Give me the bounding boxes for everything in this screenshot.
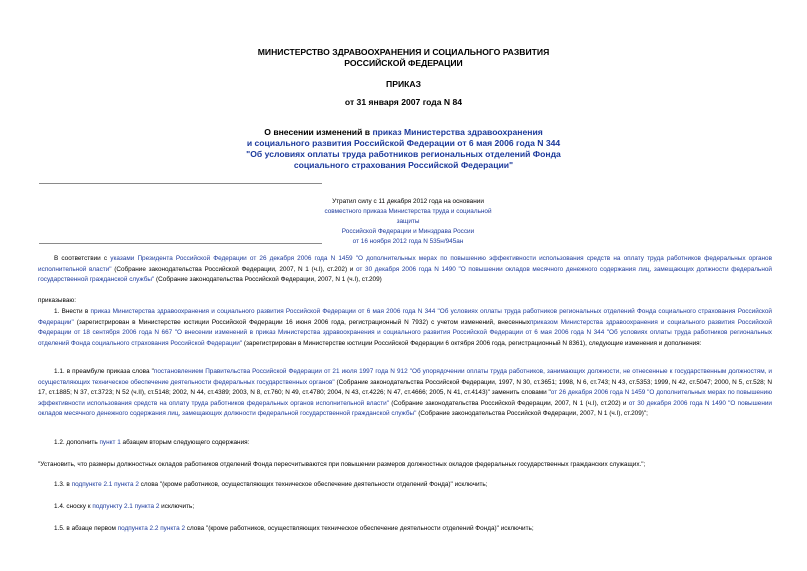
paragraph-preamble: В соответствии с указами Президента Российской Федерации от 26 декабря 2006 года N 1459 "О дополнительных мерах по повышению эффективности использования средств на оплату труда работников федеральных органов исполнительной власти" (Собрание законодательства Российской Федерации, 2007, N 1 (ч.I), ст.202) и от 30 декабря 2006 года N 1490 "О повышении окладов месячного денежного содержания лиц, замещающих должности федеральной государственной гражданской службы" (Собрание законодательства Российской Федерации, 2007, N 1 (ч.I), ст.209) (38, 255, 772, 283)
link-order-667[interactable]: приказом Министерства здравоохранения и социального развития Российской Федерации от 18 сентября 2006 года N 667 "О внесении изменений в приказ Министерства здравоохранения и социального развития Российской Федерации от 6 мая 2006 года N 344 "Об условиях оплаты труда работников региональных отделений Фонда социального страхования Российской Федерации" (38, 318, 773, 347)
paragraph-item-1-2: 1.2. дополнить пункт 1 абзацем вторым следующего содержания: (54, 439, 250, 446)
paragraph-quote: "Установить, что размеры должностных окладов работников отделений Фонда пересчитываются при повышении размеров должностных окладов федеральных государственных гражданских служащих."; (38, 461, 646, 468)
divider-top (39, 183, 322, 184)
link-subpoint-2-2[interactable]: подпункта 2.2 пункта 2 (117, 525, 185, 532)
title-link-order[interactable]: приказ Министерства здравоохранения (372, 127, 543, 137)
title-line4[interactable]: социального страхования Российской Федерации" (293, 160, 514, 170)
paragraph-item-1-3: 1.3. в подпункте 2.1 пункта 2 слова "(кроме работников, осуществляющих техническое обеспечение деятельности отделений Фонда)" исключить; (54, 481, 488, 488)
void-notice-link2[interactable]: Российской Федерации и Минздрава России (341, 228, 475, 235)
void-notice-link1[interactable]: совместного приказа Министерства труда и социальной защиты (324, 208, 492, 225)
link-point-1[interactable]: пункт 1 (99, 439, 121, 446)
document-title (0, 127, 807, 171)
paragraph-item-1-5: 1.5. в абзаце первом подпункта 2.2 пункта 2 слова "(кроме работников, осуществляющих техническое обеспечение деятельности отделений Фонда)" исключить; (54, 525, 534, 532)
title-line1: О внесении изменений в приказ Министерства здравоохранения (264, 127, 543, 137)
link-order-344[interactable]: приказ Министерства здравоохранения и социального развития Российской Федерации от 6 мая 2006 года N 344 "Об условиях оплаты труда работников региональных отделений Фонда социального страхования Российской Федерации" (38, 308, 772, 326)
void-notice-link3[interactable]: от 16 ноября 2012 года N 535н/945ан (352, 238, 464, 245)
link-decree-1490[interactable]: от 30 декабря 2006 года N 1490 "О повышении окладов месячного денежного содержания лиц, замещающих должности федеральной государственной гражданской службы" (38, 265, 772, 283)
void-notice (313, 197, 503, 247)
link-decree-1459[interactable]: указами Президента Российской Федерации от 26 декабря 2006 года N 1459 "О дополнительных мерах по повышению эффективности использования средств на оплату труда работников федеральных органов исполнительной власти" (38, 255, 772, 273)
ministry-name-line1: МИНИСТЕРСТВО ЗДРАВООХРАНЕНИЯ И СОЦИАЛЬНОГО РАЗВИТИЯ (257, 47, 550, 57)
paragraph-item-1-1: 1.1. в преамбуле приказа слова "постановлением Правительства Российской Федерации от 21 июля 1997 года N 912 "Об упорядочении оплаты труда работников, занимающих должности, не отнесенные к государственным должностям, и осуществляющих техническое обеспечение деятельности федеральных государственных органов" (Собрание законодательства Российской Федерации, 1997, N 30, ст.3651; 1998, N 6, ст.743; N 43, ст.5353; 1999, N 42, ст.5047; 2000, N 5, ст.528; N 17, ст.1885; N 37, ст.3723; N 52 (ч.II), ст.5148; 2002, N 44, ст.4389; 2003, N 8, ст.760; N 49, ст.4780; 2004, N 43, ст.4226; N 47, ст.4666; 2005, N 41, ст.4143)" заменить словами "от 26 декабря 2006 года N 1459 "О дополнительных мерах по повышению эффективности использования средств на оплату труда работников федеральных органов исполнительной власти" (Собрание законодательства Российской Федерации, 2007, N 1 (ч.I), ст.202) и от 30 декабря 2006 года N 1490 "О повышении окладов месячного денежного содержания лиц, замещающих должности федеральной государственной гражданской службы" (Собрание законодательства Российской Федерации, 2007, N 1 (ч.I), ст.209)"; (38, 368, 772, 417)
title-line3[interactable]: "Об условиях оплаты труда работников региональных отделений Фонда (246, 149, 561, 159)
link-decree-1490-b[interactable]: от 30 декабря 2006 года N 1490 "О повышении окладов месячного денежного содержания лиц, замещающих должности федеральной государственной гражданской службы" (38, 399, 772, 417)
link-resolution-912[interactable]: постановлением Правительства Российской Федерации от 21 июля 1997 года N 912 "Об упорядочении оплаты труда работников, занимающих должности, не отнесенные к государственным должностям, и осуществляющих техническое обеспечение деятельности федеральных государственных органов" (38, 368, 772, 386)
link-decree-1459-b[interactable]: от 26 декабря 2006 года N 1459 "О дополнительных мерах по повышению эффективности использования средств на оплату труда работников федеральных органов исполнительной власти" (38, 389, 772, 407)
link-subpoint-2-1[interactable]: подпункте 2.1 пункта 2 (71, 481, 139, 488)
divider-bottom (39, 243, 322, 244)
paragraph-item-1: 1. Внести в приказ Министерства здравоохранения и социального развития Российской Федерации от 6 мая 2006 года N 344 "Об условиях оплаты труда работников региональных отделений Фонда социального страхования Российской Федерации" (зарегистрирован в Министерстве юстиции Российской Федерации 16 июня 2006 года, регистрационный N 7932) с учетом изменений, внесенныхприказом Министерства здравоохранения и социального развития Российской Федерации от 18 сентября 2006 года N 667 "О внесении изменений в приказ Министерства здравоохранения и социального развития Российской Федерации от 6 мая 2006 года N 344 "Об условиях оплаты труда работников региональных отделений Фонда социального страхования Российской Федерации" (зарегистрирован в Министерстве юстиции Российской Федерации 6 октября 2006 года, регистрационный N 8361), следующие изменения и дополнения: (38, 308, 773, 347)
document-type: ПРИКАЗ (386, 79, 421, 89)
document-date: от 31 января 2007 года N 84 (344, 97, 463, 107)
paragraph-order-word: приказываю: (38, 297, 76, 304)
link-subpoint-2-1-b[interactable]: подпункту 2.1 пункта 2 (92, 503, 160, 510)
ministry-header (0, 47, 807, 69)
void-notice-line1: Утратил силу с 11 декабря 2012 года на основании (332, 198, 484, 205)
paragraph-item-1-4: 1.4. сноску к подпункту 2.1 пункта 2 исключить; (54, 503, 195, 510)
ministry-name-line2: РОССИЙСКОЙ ФЕДЕРАЦИИ (344, 58, 463, 68)
title-line2[interactable]: и социального развития Российской Федерации от 6 мая 2006 года N 344 (246, 138, 561, 148)
